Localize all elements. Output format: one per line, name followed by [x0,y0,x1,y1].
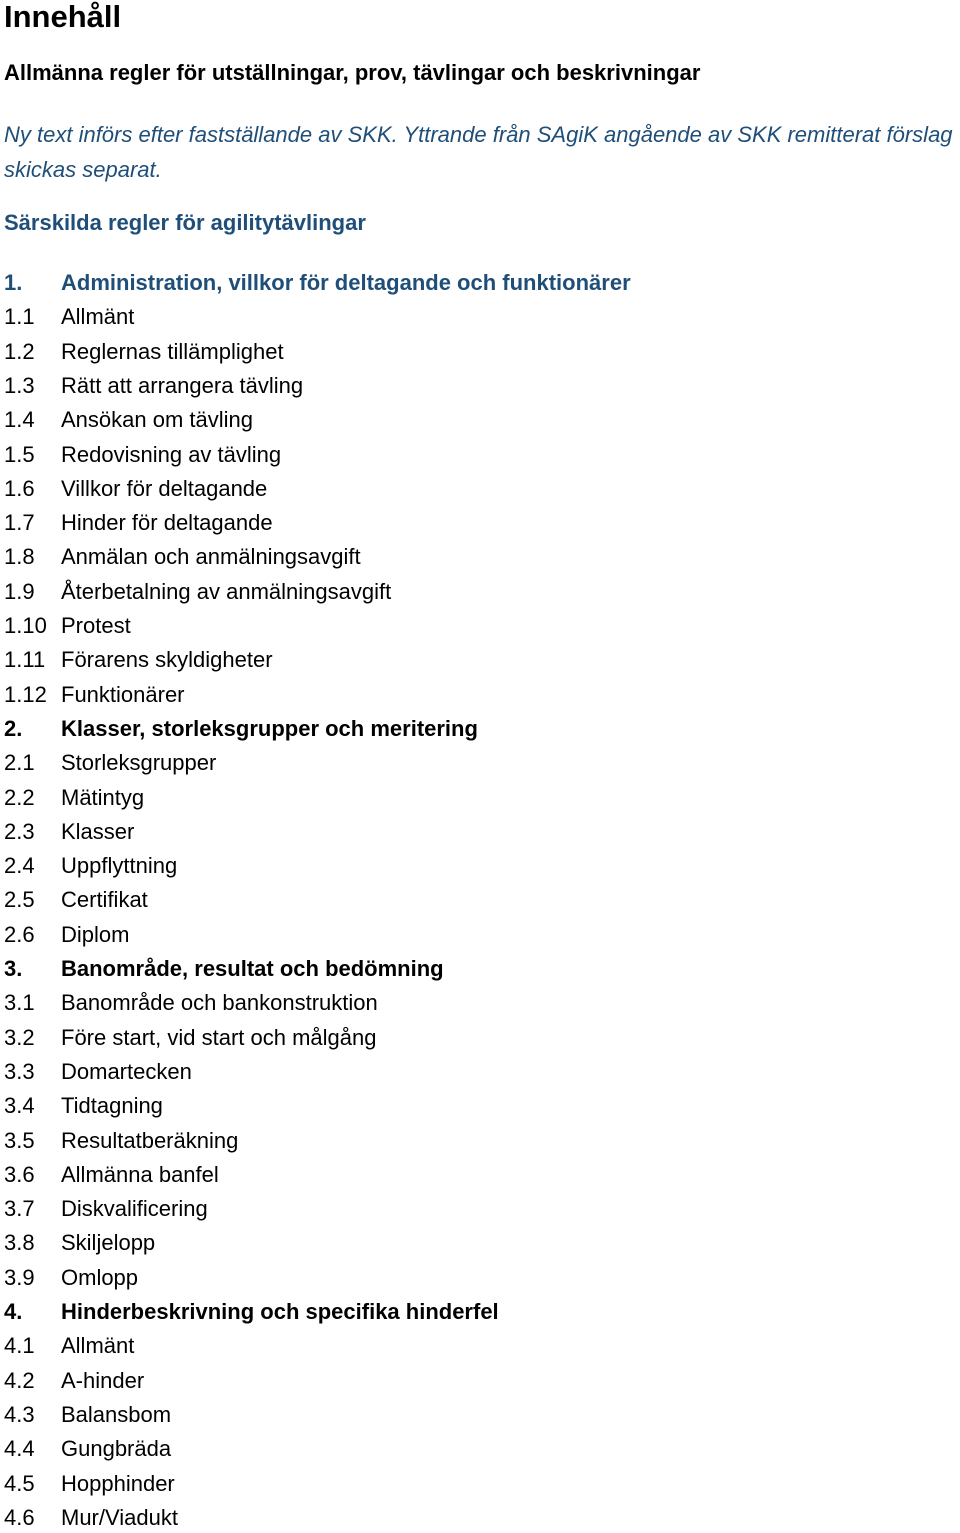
toc-number: 3.8 [4,1230,35,1255]
toc-label: Gungbräda [61,1436,172,1461]
toc-label: Resultatberäkning [61,1128,239,1153]
toc-number: 4.4 [4,1436,35,1461]
toc-number: 1.8 [4,544,35,569]
toc-label: Funktionärer [61,682,185,707]
toc-number: 3.3 [4,1059,35,1084]
general-rules-note: Ny text införs efter fastställande av SKK. Yttrande från SAgiK angående av SKK remitterat förslag skickas separat. [4,122,953,182]
toc-number: 1.6 [4,476,35,501]
toc-number: 3.2 [4,1025,35,1050]
toc-number: 2. [4,716,23,741]
toc-label: Protest [61,613,131,638]
toc-label: Hopphinder [61,1471,175,1496]
toc-number: 4.6 [4,1505,35,1530]
agility-rules-heading: Särskilda regler för agilitytävlingar [4,210,366,235]
toc-number: 1.11 [4,647,46,672]
toc-number: 3.9 [4,1265,35,1290]
toc-label: Klasser [61,819,135,844]
toc-label: Storleksgrupper [61,750,217,775]
toc-number: 1.12 [4,682,47,707]
toc-number: 1.2 [4,339,35,364]
toc-number: 3.4 [4,1093,35,1118]
toc-label: Banområde, resultat och bedömning [61,956,444,981]
toc-number: 4.1 [4,1333,35,1358]
toc-label: Allmänna banfel [61,1162,219,1187]
toc-label: Mätintyg [61,785,145,810]
toc-number: 2.6 [4,922,35,947]
toc-label: Omlopp [61,1265,139,1290]
toc-number: 1.7 [4,510,35,535]
toc-number: 2.4 [4,853,35,878]
toc-label: Förarens skyldigheter [61,647,273,672]
toc-number: 1.5 [4,442,35,467]
toc-label: Domartecken [61,1059,192,1084]
toc-label: Diskvalificering [61,1196,208,1221]
toc-label: Tidtagning [61,1093,163,1118]
toc-number: 1.10 [4,613,47,638]
toc-label: Anmälan och anmälningsavgift [61,544,361,569]
toc-label: Balansbom [61,1402,172,1427]
toc-label: Allmänt [61,1333,135,1358]
toc-label: Återbetalning av anmälningsavgift [61,579,392,604]
toc-number: 1.1 [4,304,35,329]
toc-number: 3.7 [4,1196,35,1221]
toc-label: Hinderbeskrivning och specifika hinderfel [61,1299,499,1324]
toc-label: Redovisning av tävling [61,442,282,467]
toc-label: Banområde och bankonstruktion [61,990,378,1015]
toc-number: 4. [4,1299,23,1324]
page-title: Innehåll [4,0,122,34]
toc-number: 3.5 [4,1128,35,1153]
toc-number: 2.2 [4,785,35,810]
toc-label: Rätt att arrangera tävling [61,373,304,398]
toc-number: 1.3 [4,373,35,398]
toc-label: Uppflyttning [61,853,178,878]
toc-number: 2.5 [4,887,35,912]
toc-number: 2.1 [4,750,35,775]
toc-number: 3. [4,956,23,981]
toc-label: Administration, villkor för deltagande och funktionärer [61,270,631,295]
toc-number: 3.1 [4,990,35,1015]
toc-label: Klasser, storleksgrupper och meritering [61,716,478,741]
toc-label: Skiljelopp [61,1230,156,1255]
toc-number: 4.5 [4,1471,35,1496]
toc-label: Diplom [61,922,130,947]
toc-label: Reglernas tillämplighet [61,339,284,364]
toc-number: 4.3 [4,1402,35,1427]
toc-number: 3.6 [4,1162,35,1187]
general-rules-heading: Allmänna regler för utställningar, prov, tävlingar och beskrivningar [4,60,701,85]
toc-number: 1. [4,270,23,295]
toc-label: Mur/Viadukt [61,1505,178,1530]
toc-number: 1.4 [4,407,35,432]
toc-label: Allmänt [61,304,135,329]
toc-label: A-hinder [61,1368,145,1393]
toc-label: Villkor för deltagande [61,476,268,501]
toc-number: 4.2 [4,1368,35,1393]
toc-label: Hinder för deltagande [61,510,273,535]
toc-label: Ansökan om tävling [61,407,253,432]
toc-label: Certifikat [61,887,148,912]
toc-label: Före start, vid start och målgång [61,1025,377,1050]
toc-number: 2.3 [4,819,35,844]
toc-number: 1.9 [4,579,35,604]
